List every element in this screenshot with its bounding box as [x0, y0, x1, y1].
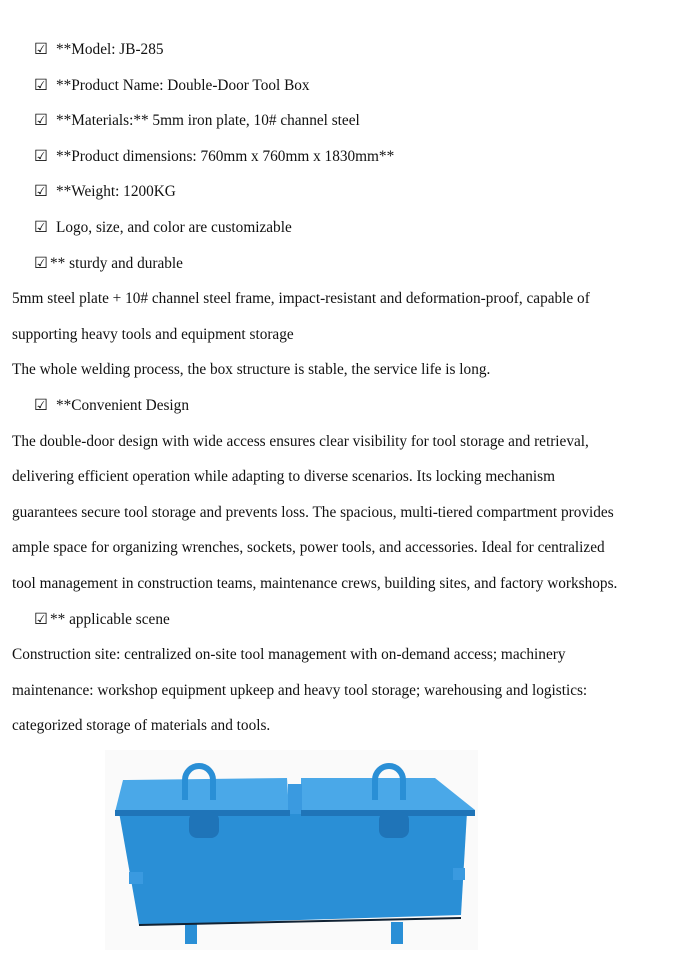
checklist-item-text: **Product Name: Double-Door Tool Box	[56, 76, 310, 94]
paragraph-line: delivering efficient operation while adapting to diverse scenarios. Its locking mechanism	[12, 468, 556, 486]
checklist-item-text: **Convenient Design	[56, 396, 189, 414]
checklist-item	[0, 139, 679, 175]
checkbox-checked-icon: ☑	[34, 112, 48, 130]
product-photo-double-door-tool-box	[105, 750, 478, 950]
checklist-item-text: Logo, size, and color are customizable	[56, 218, 292, 236]
checklist-item	[0, 174, 679, 210]
checklist-item-text: **Model: JB-285	[56, 41, 164, 58]
paragraph-line: maintenance: workshop equipment upkeep and heavy tool storage; warehousing and logistics:	[12, 681, 588, 699]
checklist-item	[0, 103, 679, 139]
checklist-item	[0, 246, 679, 282]
box-leg-left	[185, 922, 197, 944]
checklist-item	[0, 210, 679, 246]
hinge-right	[379, 812, 409, 838]
checklist-item-text: ** sturdy and durable	[50, 254, 183, 272]
lid-left	[115, 778, 289, 812]
paragraph-line: The double-door design with wide access ensures clear visibility for tool storage and retrieval,	[12, 432, 589, 450]
checkbox-checked-icon: ☑	[34, 41, 48, 58]
tool-box-image	[105, 750, 478, 950]
checklist-item	[0, 388, 679, 424]
box-body	[119, 812, 467, 925]
checkbox-checked-icon: ☑	[34, 610, 48, 628]
paragraph-line: supporting heavy tools and equipment storage	[12, 325, 294, 343]
checkbox-checked-icon: ☑	[34, 396, 48, 414]
checklist-item	[0, 32, 679, 68]
paragraph-line: The whole welding process, the box structure is stable, the service life is long.	[12, 361, 491, 379]
box-leg-right	[391, 922, 403, 944]
checkbox-checked-icon: ☑	[34, 254, 48, 272]
paragraph-line: Construction site: centralized on-site tool management with on-demand access; machinery	[12, 646, 566, 664]
checklist-item	[0, 602, 679, 638]
checkbox-checked-icon: ☑	[34, 218, 48, 236]
checklist-item-text: **Weight: 1200KG	[56, 183, 176, 201]
checkbox-checked-icon: ☑	[34, 76, 48, 94]
checkbox-checked-icon: ☑	[34, 147, 48, 165]
checklist-item	[0, 68, 679, 104]
paragraph-line: guarantees secure tool storage and prevents loss. The spacious, multi-tiered compartment provides	[12, 503, 614, 521]
paragraph-line: tool management in construction teams, maintenance crews, building sites, and factory workshops.	[12, 574, 618, 592]
paragraph-line: ample space for organizing wrenches, sockets, power tools, and accessories. Ideal for centralized	[12, 539, 605, 557]
checkbox-checked-icon: ☑	[34, 183, 48, 201]
checklist-item-text: ** applicable scene	[50, 610, 170, 628]
checklist-item-text: **Materials:** 5mm iron plate, 10# channel steel	[56, 112, 360, 130]
paragraph-line: categorized storage of materials and tools.	[12, 717, 271, 735]
paragraph-line: 5mm steel plate + 10# channel steel frame, impact-resistant and deformation-proof, capable of	[12, 290, 590, 308]
hinge-left	[189, 812, 219, 838]
checklist-item-text: **Product dimensions: 760mm x 760mm x 1830mm**	[56, 147, 395, 165]
